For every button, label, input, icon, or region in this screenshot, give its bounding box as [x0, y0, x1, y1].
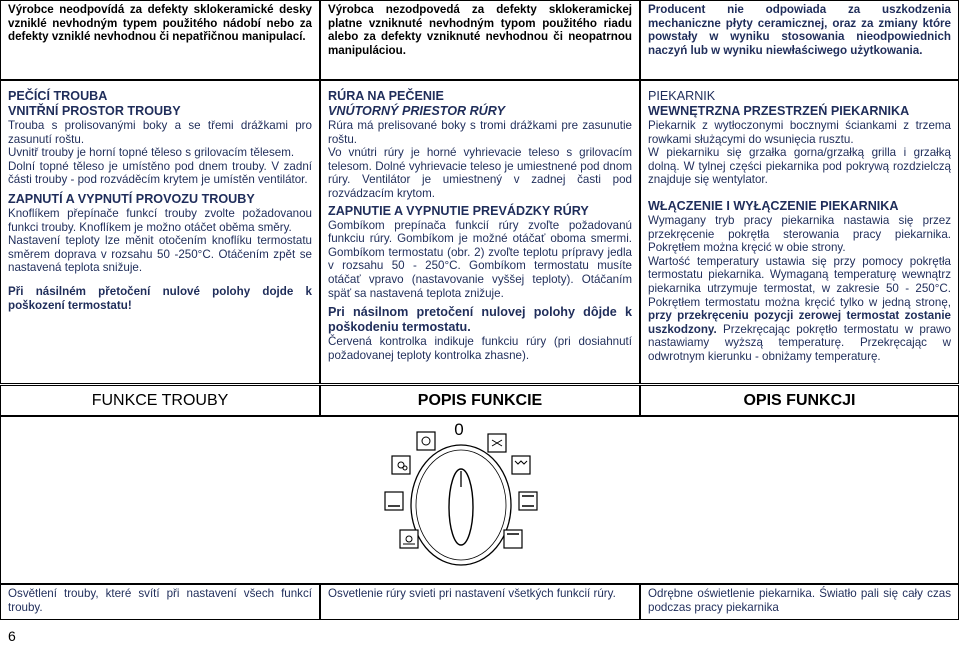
pl-light-text: Odrębne oświetlenie piekarnika. Światło pali się cały czas podczas pracy piekarnika [648, 587, 951, 614]
sk-warning: Pri násilnom pretočení nulovej polohy dôjde k poškodeniu termostatu. [328, 305, 632, 335]
cz-title-interior: VNITŘNÍ PROSTOR TROUBY [8, 104, 181, 118]
pl-p1: Piekarnik z wytłoczonymi bocznymi ściankami z trzema rowkami służącymi do wsunięcia rusztu. [648, 119, 951, 146]
function-symbol-fan-bottom [400, 530, 418, 548]
pl-p4-bold: przy przekręceniu pozycji zerowej termostat zostanie uszkodzony. [648, 309, 951, 336]
function-symbol-grill [512, 456, 530, 474]
pl-title-onoff: WŁĄCZENIE I WYŁĄCZENIE PIEKARNIKA [648, 198, 899, 213]
sk-oven-section [320, 80, 640, 384]
pl-functions-header: OPIS FUNKCJI [640, 385, 959, 416]
pl-p2: W piekarniku się grzałka gorna/grzałką grilla i grzałką dolną. W tylnej części piekarnika pod pokrywą rozdzielczą znajduje się wentylator. [648, 146, 951, 187]
function-symbol-fan-grill [488, 434, 506, 452]
pl-p4 [648, 255, 951, 364]
sk-p3: Gombíkom prepínača funkcií rúry zvoľte požadovanú funkciu rúry. Gombíkom je možné otáčať oboma smermi. Gombíkom termostatu (obr. 2) zvoľte teplotu prípravy jedla v rozsahu 50 - 250°C. Gombíkom termostatu musíte otáčať vpravo (nastavovanie vyššej teploty). Otáčaním späť sa nastavená teplota znižuje. [328, 218, 632, 300]
dial-zero-label: 0 [454, 420, 464, 439]
function-dial [1, 417, 958, 583]
sk-p1: Rúra má prelisované boky s tromi drážkami pre zasunutie roštu. [328, 119, 632, 146]
sk-title-onoff: ZAPNUTIE A VYPNUTIE PREVÁDZKY RÚRY [328, 203, 589, 218]
pl-title-oven: PIEKARNIK [648, 89, 716, 103]
cz-p4: Knoflíkem přepínače funkcí trouby zvolte požadovanou funkci trouby. Knoflíkem je možno otáčet oběma směry. [8, 206, 312, 234]
cz-intro [0, 0, 320, 80]
cz-p3: Dolní topné těleso je umístěno pod dnem trouby. V zadní části trouby - pod rozváděcím krytem je umístěn ventilátor. [8, 159, 312, 187]
sk-intro-text: Výrobca nezodpovedá za defekty sklokeramickej platne vzniknuté nevhodným typom použitého riadu alebo za defekty vzniknuté nevhodnou či neopatrnou manipuláciou. [328, 3, 632, 57]
cz-title-oven: PEČÍCÍ TROUBA [8, 89, 108, 103]
cz-warning: Při násilném přetočení nulové polohy dojde k poškození termostatu! [8, 284, 312, 312]
pl-p3: Wymagany tryb pracy piekarnika nastawia się przez przekręcenie pokrętła sterowania pracy piekarnika. Pokrętłem można kręcić w obie strony. [648, 213, 951, 255]
sk-light-desc [320, 584, 640, 620]
sk-light-text: Osvetlenie rúry svieti pri nastavení všetkých funkcií rúry. [328, 587, 616, 600]
page-number: 6 [8, 628, 16, 644]
pl-title-interior: WEWNĘTRZNA PRZESTRZEŃ PIEKARNIKA [648, 104, 910, 118]
sk-functions-header: POPIS FUNKCIE [320, 385, 640, 416]
sk-p2: Vo vnútri rúry je horné vyhrievacie teleso s grilovacím telesom. Dolné vyhrievacie teleso je umiestnené pod dnom rúry. Ventilátor je umiestnený v zadnej časti pod rozvádzacím krytom. [328, 146, 632, 200]
cz-light-text: Osvětlení trouby, které svítí při nastavení všech funkcí trouby. [8, 587, 312, 614]
cz-oven-section [0, 80, 320, 384]
sk-title-interior: VNÚTORNÝ PRIESTOR RÚRY [328, 104, 506, 118]
sk-title-oven: RÚRA NA PEČENIE [328, 89, 444, 103]
cz-p5: Nastavení teploty lze měnit otočením knoflíku termostatu směrem doprava v rozsahu 50 -250°C. Otáčením zpět se nastavená teplota snižuje. [8, 234, 312, 275]
pl-p4-part2: Przekręcając pokrętło termostatu w prawo nastawiamy wyższą temperaturę. Przekręcając w odwrotnym kierunku - obniżamy temperaturę. [648, 322, 951, 363]
function-symbol-defrost [392, 456, 410, 474]
cz-p2: Uvnitř trouby je horní topné těleso s grilovacím tělesem. [8, 146, 295, 160]
function-symbol-light [417, 432, 435, 450]
cz-intro-text: Výrobce neodpovídá za defekty sklokeramické desky vzniklé nevhodným typem použitého nádobí nebo za defekty vzniklé nevhodnou či nepatřičnou manipulací. [8, 3, 312, 44]
cz-light-desc [0, 584, 320, 620]
sk-p4: Červená kontrolka indikuje funkciu rúry (pri dosiahnutí požadovanej teploty kontrolka zhasne). [328, 335, 632, 362]
function-symbol-top-bottom-heat [519, 492, 537, 510]
cz-title-onoff: ZAPNUTÍ A VYPNUTÍ PROVOZU TROUBY [8, 191, 255, 206]
function-symbol-top-heat [504, 530, 522, 548]
sk-intro [320, 0, 640, 80]
cz-p1: Trouba s prolisovanými boky a se třemi drážkami pro zasunutí roštu. [8, 119, 312, 146]
function-symbol-bottom-heat [385, 492, 403, 510]
dial-figure-area [0, 416, 959, 584]
pl-intro-text: Producent nie odpowiada za uszkodzenia mechaniczne płyty ceramicznej, oraz za zmiany które powstały w wyniku stosowania nieodpowiednich naczyń lub w wyniku niewłaściwego użytkowania. [648, 3, 951, 57]
pl-light-desc [640, 584, 959, 620]
pl-oven-section [640, 80, 959, 384]
pl-p4-part1: Wartość temperatury ustawia się przy pomocy pokrętła termostatu piekarnika. Wymaganą temperaturę wewnątrz piekarnika utrzymuje termostat, w zakresie 50 - 250°C. Pokrętłem termostatu można kręcić tylko w jedną stronę, [648, 254, 951, 309]
cz-functions-header: FUNKCE TROUBY [0, 385, 320, 416]
pl-intro [640, 0, 959, 80]
